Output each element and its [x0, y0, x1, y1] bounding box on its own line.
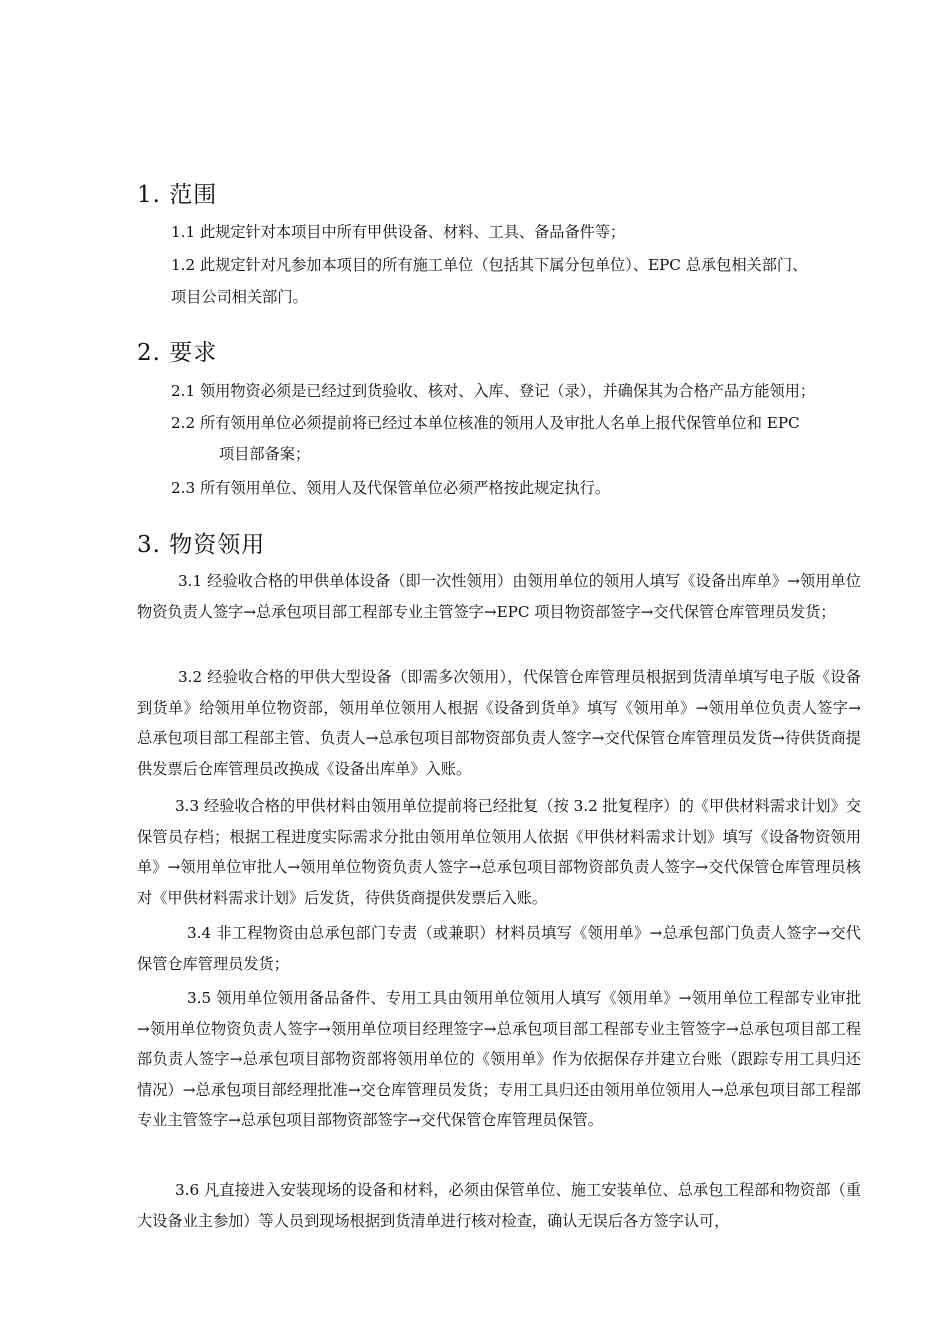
- item-1-2: 1.2 此规定针对凡参加本项目的所有施工单位（包括其下属分包单位）、EPC 总承包相关部门、: [171, 256, 808, 274]
- para-3-1: 3.1 经验收合格的甲供单体设备（即一次性领用）由领用单位的领用人填写《设备出库单》→领用单位物资负责人签字→总承包项目部工程部专业主管签字→EPC 项目物资部签字→交代保管仓库管理员发货；: [137, 572, 861, 621]
- para-3-6: 3.6 凡直接进入安装现场的设备和材料，必须由保管单位、施工安装单位、总承包工程部和物资部（重大设备业主参加）等人员到现场根据到货清单进行核对检查，确认无误后各方签字认可，: [137, 1181, 861, 1230]
- para-3-5: 3.5 领用单位领用备品备件、专用工具由领用单位领用人填写《领用单》→领用单位工程部专业审批→领用单位物资负责人签字→领用单位项目经理签字→总承包项目部工程部专业主管签字→总承包项目部工程部负责人签字→总承包项目部物资部将领用单位的《领用单》作为依据保存并建立台账（跟踪专用工具归还情况）→总承包项目部经理批准→交仓库管理员发货；专用工具归还由领用单位领用人→总承包项目部工程部专业主管签字→总承包项目部物资部签字→交代保管仓库管理员保管。: [137, 989, 861, 1129]
- section-3-heading: 3. 物资领用: [137, 532, 266, 558]
- item-1-2-cont: 项目公司相关部门。: [171, 288, 308, 306]
- item-1-1: 1.1 此规定针对本项目中所有甲供设备、材料、工具、备品备件等；: [171, 223, 626, 241]
- item-2-3: 2.3 所有领用单位、领用人及代保管单位必须严格按此规定执行。: [171, 479, 611, 497]
- item-2-1: 2.1 领用物资必须是已经过到货验收、核对、入库、登记（录），并确保其为合格产品方能领用；: [171, 382, 816, 400]
- section-2-heading: 2. 要求: [137, 340, 218, 366]
- para-3-2: 3.2 经验收合格的甲供大型设备（即需多次领用），代保管仓库管理员根据到货清单填写电子版《设备到货单》给领用单位物资部，领用单位领用人根据《设备到货单》填写《领用单》→领用单位负责人签字→总承包项目部工程部主管、负责人→总承包项目部物资部负责人签字→交代保管仓库管理员发货→待供货商提供发票后仓库管理员改换成《设备出库单》入账。: [137, 668, 861, 778]
- para-3-3: 3.3 经验收合格的甲供材料由领用单位提前将已经批复（按 3.2 批复程序）的《甲供材料需求计划》交保管员存档；根据工程进度实际需求分批由领用单位领用人依据《甲供材料需求计划》填写《设备物资领用单》→领用单位审批人→领用单位物资负责人签字→总承包项目部物资部负责人签字→交代保管仓库管理员核对《甲供材料需求计划》后发货，待供货商提供发票后入账。: [137, 797, 861, 907]
- para-3-4: 3.4 非工程物资由总承包部门专责（或兼职）材料员填写《领用单》→总承包部门负责人签字→交代保管仓库管理员发货；: [137, 924, 861, 973]
- item-2-2: 2.2 所有领用单位必须提前将已经过本单位核准的领用人及审批人名单上报代保管单位和 EPC: [171, 414, 800, 432]
- section-1-heading: 1. 范围: [137, 182, 218, 208]
- item-2-2-cont: 项目部备案；: [219, 445, 311, 463]
